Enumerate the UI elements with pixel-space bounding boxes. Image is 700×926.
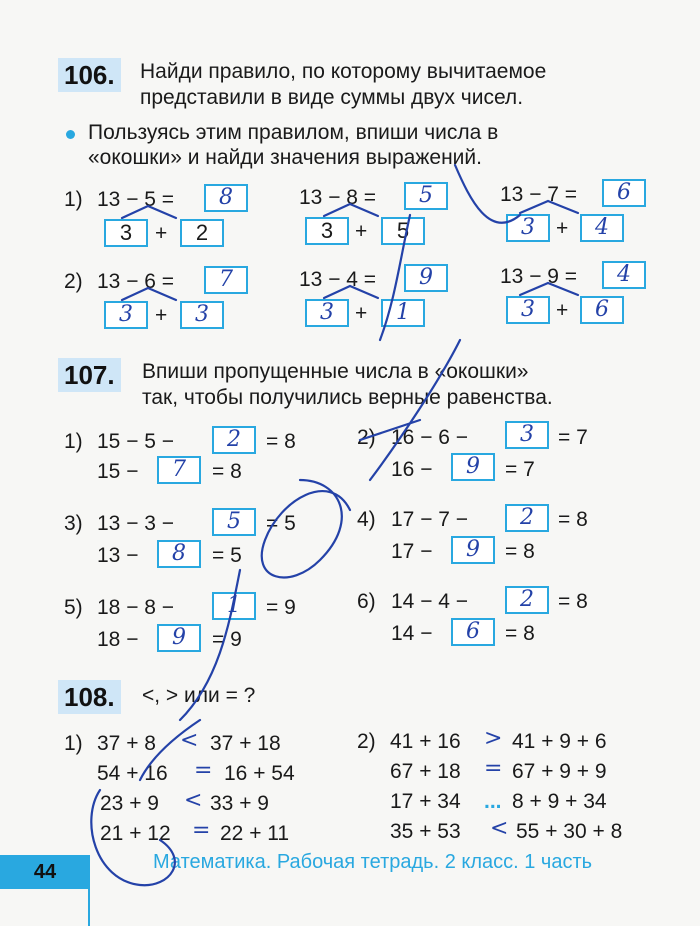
exercise-107-answer-box[interactable]: 9 (157, 624, 201, 652)
comparison-right: 8 + 9 + 34 (512, 790, 607, 813)
exercise-106-expression: 13 − 9 = (500, 265, 578, 288)
exercise-107-expression: 15 − 5 − (97, 430, 175, 453)
comparison-left: 41 + 16 (390, 730, 461, 753)
exercise-106-label-1: 1) (64, 188, 83, 211)
exercise-107-label: 4) (357, 508, 376, 531)
exercise-107-result: = 9 (212, 628, 242, 651)
exercise-107-expression: 16 − 6 − (391, 426, 469, 449)
exercise-106-instruction-line-2: представили в виде суммы двух чисел. (140, 86, 524, 109)
exercise-106-expression: 13 − 6 = (97, 270, 175, 293)
comparison-right: 55 + 30 + 8 (516, 820, 623, 843)
comparison-left: 23 + 9 (100, 792, 159, 815)
exercise-108-prompt: <, > или = ? (142, 684, 256, 707)
footer-title: Математика. Рабочая тетрадь. 2 класс. 1 часть (153, 851, 593, 873)
exercise-107-answer-box[interactable]: 8 (157, 540, 201, 568)
comparison-sign[interactable]: < (180, 728, 199, 753)
exercise-107-label: 1) (64, 430, 83, 453)
exercise-107-answer-box[interactable]: 2 (505, 504, 549, 532)
exercise-106-addend-box[interactable]: 4 (580, 214, 624, 242)
exercise-106-addend-box[interactable]: 6 (580, 296, 624, 324)
comparison-blank[interactable]: ... (484, 790, 502, 813)
exercise-106-addend-box[interactable]: 2 (180, 219, 224, 247)
exercise-106-answer-box[interactable]: 6 (602, 179, 646, 207)
comparison-right: 37 + 18 (210, 732, 281, 755)
plus-sign: + (355, 220, 368, 243)
exercise-107-answer-box[interactable]: 6 (451, 618, 495, 646)
exercise-107-number: 107. (58, 358, 121, 392)
exercise-107-result: = 7 (558, 426, 588, 449)
exercise-106-answer-box[interactable]: 8 (204, 184, 248, 212)
exercise-106-instruction-line-4: «окошки» и найди значения выражений. (88, 146, 482, 169)
exercise-107-instruction-line-1: Впиши пропущенные числа в «окошки» (142, 360, 529, 383)
exercise-106-answer-box[interactable]: 5 (404, 182, 448, 210)
exercise-107-expression: 18 − 8 − (97, 596, 175, 619)
comparison-left: 54 + 16 (97, 762, 168, 785)
exercise-106-label-2: 2) (64, 270, 83, 293)
plus-sign: + (556, 299, 569, 322)
exercise-106-instruction-line-3: Пользуясь этим правилом, впиши числа в (88, 121, 499, 144)
exercise-107-label: 2) (357, 426, 376, 449)
exercise-107-expression: 13 − 3 − (97, 512, 175, 535)
exercise-106-number: 106. (58, 58, 121, 92)
comparison-sign[interactable]: = (484, 756, 503, 781)
comparison-left: 37 + 8 (97, 732, 156, 755)
exercise-107-expression: 13 − (97, 544, 139, 567)
exercise-106-addend-box[interactable]: 3 (506, 296, 550, 324)
exercise-107-result: = 8 (505, 540, 535, 563)
exercise-107-answer-box[interactable]: 9 (451, 453, 495, 481)
comparison-sign[interactable]: = (194, 758, 213, 783)
exercise-106-answer-box[interactable]: 4 (602, 261, 646, 289)
exercise-106-expression: 13 − 7 = (500, 183, 578, 206)
plus-sign: + (556, 217, 569, 240)
exercise-106-addend-box[interactable]: 3 (305, 217, 349, 245)
exercise-108-label-2: 2) (357, 730, 376, 753)
exercise-107-result: = 5 (212, 544, 242, 567)
comparison-sign[interactable]: < (490, 816, 509, 841)
exercise-106-addend-box[interactable]: 5 (381, 217, 425, 245)
comparison-sign[interactable]: > (484, 726, 503, 751)
exercise-107-expression: 18 − (97, 628, 139, 651)
exercise-107-instruction-line-2: так, чтобы получились верные равенства. (142, 386, 553, 409)
comparison-left: 35 + 53 (390, 820, 461, 843)
exercise-107-result: = 8 (505, 622, 535, 645)
exercise-107-expression: 16 − (391, 458, 433, 481)
exercise-107-result: = 8 (212, 460, 242, 483)
exercise-106-addend-box[interactable]: 3 (305, 299, 349, 327)
exercise-107-answer-box[interactable]: 1 (212, 592, 256, 620)
page-number: 44 (0, 855, 90, 889)
comparison-left: 67 + 18 (390, 760, 461, 783)
exercise-108-number: 108. (58, 680, 121, 714)
exercise-106-expression: 13 − 5 = (97, 188, 175, 211)
exercise-107-result: = 8 (558, 590, 588, 613)
exercise-107-answer-box[interactable]: 9 (451, 536, 495, 564)
comparison-right: 16 + 54 (224, 762, 295, 785)
bullet-icon (66, 130, 75, 139)
comparison-right: 22 + 11 (220, 822, 290, 845)
comparison-sign[interactable]: < (184, 788, 203, 813)
exercise-107-result: = 5 (266, 512, 296, 535)
exercise-106-answer-box[interactable]: 7 (204, 266, 248, 294)
exercise-107-label: 3) (64, 512, 83, 535)
exercise-107-expression: 17 − (391, 540, 433, 563)
exercise-106-addend-box[interactable]: 3 (104, 219, 148, 247)
exercise-106-addend-box[interactable]: 3 (104, 301, 148, 329)
exercise-107-result: = 8 (558, 508, 588, 531)
plus-sign: + (155, 304, 168, 327)
exercise-107-expression: 15 − (97, 460, 139, 483)
exercise-107-answer-box[interactable]: 7 (157, 456, 201, 484)
comparison-sign[interactable]: = (192, 818, 211, 843)
comparison-right: 33 + 9 (210, 792, 269, 815)
exercise-107-answer-box[interactable]: 5 (212, 508, 256, 536)
exercise-107-answer-box[interactable]: 2 (212, 426, 256, 454)
comparison-right: 67 + 9 + 9 (512, 760, 607, 783)
exercise-106-expression: 13 − 8 = (299, 186, 377, 209)
exercise-106-instruction-line-1: Найди правило, по которому вычитаемое (140, 60, 547, 83)
exercise-107-expression: 14 − 4 − (391, 590, 469, 613)
exercise-107-result: = 9 (266, 596, 296, 619)
footer-divider (88, 889, 90, 926)
exercise-106-expression: 13 − 4 = (299, 268, 377, 291)
comparison-right: 41 + 9 + 6 (512, 730, 607, 753)
comparison-left: 17 + 34 (390, 790, 461, 813)
plus-sign: + (155, 222, 168, 245)
comparison-left: 21 + 12 (100, 822, 171, 845)
exercise-107-label: 6) (357, 590, 376, 613)
exercise-107-result: = 8 (266, 430, 296, 453)
plus-sign: + (355, 302, 368, 325)
exercise-107-expression: 14 − (391, 622, 433, 645)
exercise-106-addend-box[interactable]: 1 (381, 299, 425, 327)
exercise-107-result: = 7 (505, 458, 535, 481)
exercise-106-answer-box[interactable]: 9 (404, 264, 448, 292)
exercise-107-expression: 17 − 7 − (391, 508, 469, 531)
exercise-108-label-1: 1) (64, 732, 83, 755)
exercise-107-answer-box[interactable]: 3 (505, 421, 549, 449)
exercise-106-addend-box[interactable]: 3 (506, 214, 550, 242)
exercise-107-label: 5) (64, 596, 83, 619)
exercise-106-addend-box[interactable]: 3 (180, 301, 224, 329)
exercise-107-answer-box[interactable]: 2 (505, 586, 549, 614)
